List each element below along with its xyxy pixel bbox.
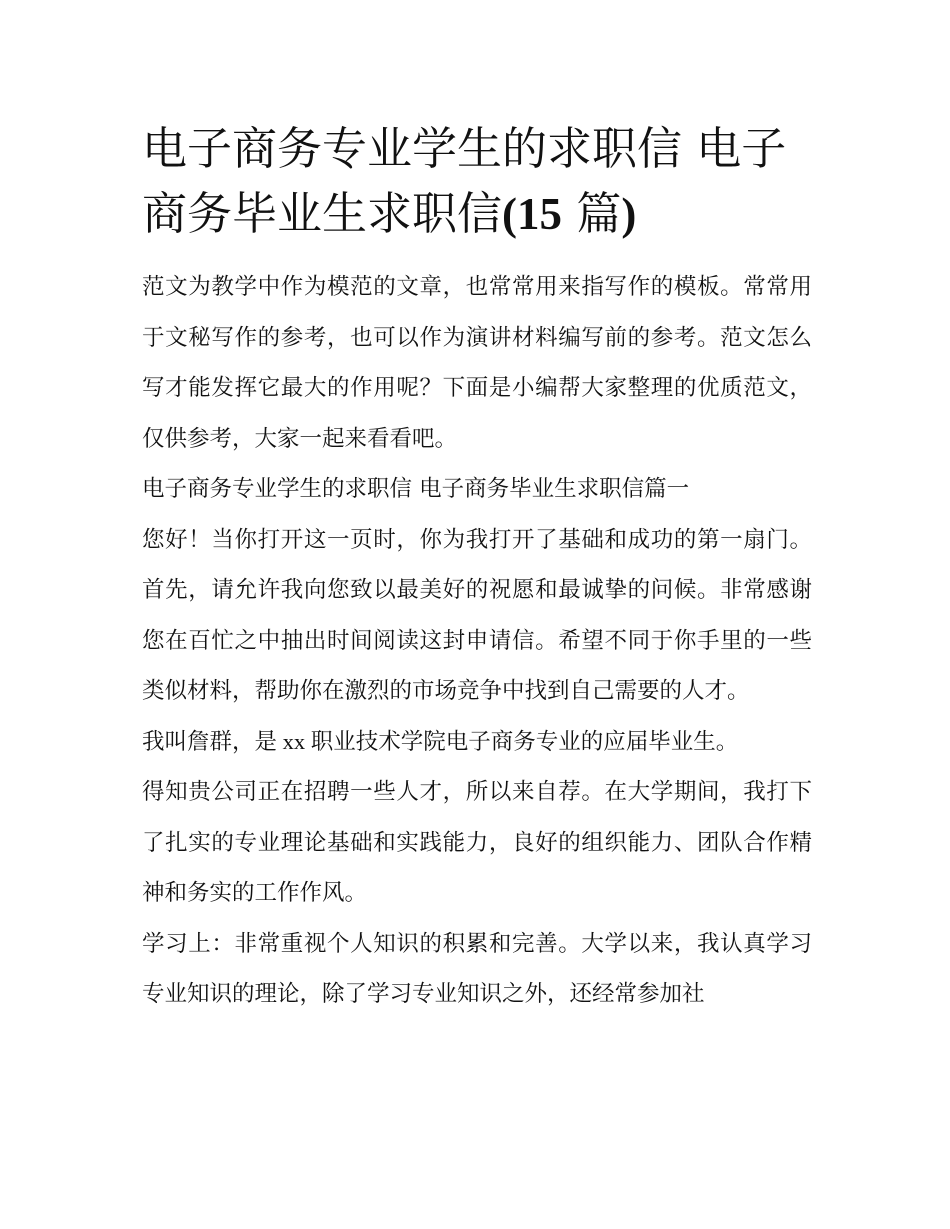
title-chinese: 电子商务专业学生的求职信 电子商务毕业生求职信: [142, 122, 787, 240]
greeting-paragraph: 您好！当你打开这一页时，你为我打开了基础和成功的第一扇门。首先，请允许我向您致以最美好的祝愿和最诚挚的问候。非常感谢您在百忙之中抽出时间阅读这封申请信。希望不同于你手里的一些类似材料，帮助你在激烈的市场竞争中找到自己需要的人才。: [142, 526, 812, 704]
school-placeholder: xx: [277, 728, 311, 754]
intro-paragraph: 范文为教学中作为模范的文章，也常常用来指写作的模板。常常用于文秘写作的参考，也可以作为演讲材料编写前的参考。范文怎么写才能发挥它最大的作用呢？下面是小编帮大家整理的优质范文，仅供参考，大家一起来看看吧。: [142, 274, 812, 452]
title-count-open: (15: [502, 189, 563, 239]
self-intro-paragraph: [142, 717, 812, 768]
section-heading: 电子商务专业学生的求职信 电子商务毕业生求职信篇一: [142, 476, 690, 502]
document-page: [142, 116, 812, 1020]
self-intro-end: 职业技术学院电子商务专业的应届毕业生。: [310, 728, 739, 755]
document-body: [142, 262, 812, 1020]
title-count-suffix: 篇: [562, 187, 622, 240]
study-paragraph: 学习上：非常重视个人知识的积累和完善。大学以来，我认真学习专业知识的理论，除了学习专业知识之外，还经常参加社: [142, 930, 812, 1007]
recommend-paragraph: 得知贵公司正在招聘一些人才，所以来自荐。在大学期间，我打下了扎实的专业理论基础和实践能力，良好的组织能力、团队合作精神和务实的工作作风。: [142, 779, 812, 906]
self-intro-start: 我叫詹群，是: [142, 728, 278, 755]
title-count-close: ): [621, 189, 637, 239]
document-title: [142, 116, 812, 247]
